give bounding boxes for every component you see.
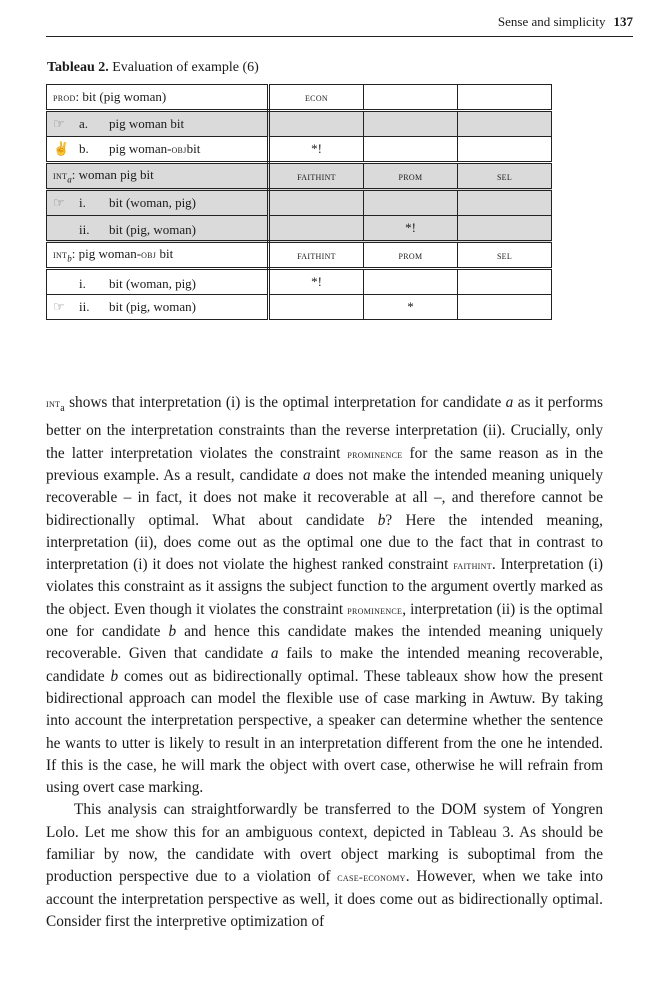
prod-candidate-row: ✌ b. pig woman- obj bit *! (47, 137, 552, 163)
pointing-hand-icon: ☞ (53, 299, 65, 314)
page-number: 137 (613, 14, 633, 29)
prod-candidate-row: ☞ a. pig woman bit (47, 111, 552, 137)
prod-constraint-1: econ (269, 85, 364, 111)
paragraph: This analysis can straightforwardly be transferred to the DOM system of Yongren Lolo. Let me show this for an ambiguous context, depicted in Tableau 3. As should be familiar by now, the candidate with overt object marking is suboptimal from the production perspective due to a violation of case-economy. However, when we take into account the interpretation perspective as well, it does come out as bidirectionally optimal. Consider first the interpretive optimization of (46, 801, 603, 930)
int-b-header-row: int$_b$: pig woman-obj bit faithint prom sel (47, 242, 552, 269)
running-title: Sense and simplicity (497, 14, 606, 29)
tableau-caption (47, 60, 259, 76)
body-text (46, 392, 603, 933)
int-a-header-row: int$_a$: woman pig bit faithint prom sel (47, 163, 552, 190)
prod-input: prod: bit (pig woman) (47, 85, 269, 111)
prod-constraint-3 (458, 85, 552, 111)
int-b-candidate-row: i. bit (woman, pig) *! (47, 269, 552, 295)
victory-hand-icon: ✌ (53, 141, 70, 156)
tableau-caption-text: Evaluation of example (6) (112, 60, 259, 75)
prod-constraint-2 (364, 85, 458, 111)
int-a-input: int$_a$: woman pig bit (47, 163, 269, 190)
pointing-hand-icon: ☞ (53, 116, 65, 131)
int-a-candidate-row: ☞ i. bit (woman, pig) (47, 190, 552, 216)
int-a-candidate-row: ii. bit (pig, woman) *! (47, 216, 552, 242)
pointing-hand-icon: ☞ (53, 195, 65, 210)
int-b-candidate-row: ☞ ii. bit (pig, woman) * (47, 295, 552, 320)
int-b-input: int$_b$: pig woman-obj bit (47, 242, 269, 269)
running-header (46, 8, 633, 37)
tableau-caption-label: Tableau 2. (47, 60, 109, 75)
prod-header-row (47, 85, 552, 111)
paragraph: int$_a$ shows that interpretation (i) is the optimal interpretation for candidate a as it performs better on the interpretation constraints than the reverse interpretation (ii). Crucially, only the latter interpretation violates the constraint prominence for the same reason as in the previous example. As a result, candidate a does not make the intended meaning uniquely recoverable – in fact, it does not make it recoverable at all –, and therefore cannot be bidirectionally optimal. What about candidate b? Here the intended meaning, interpretation (ii), does come out as the optimal one due to the fact that in contrast to interpretation (i) it does not violate the highest ranked constraint faithint. Interpretation (i) violates this constraint as it assigns the subject function to the argument overtly marked as the object. Even though it violates the constraint prominence, interpretation (ii) is the optimal one for candidate b and hence this candidate makes the intended meaning uniquely recoverable. Given that candidate a fails to make the intended meaning recoverable, candidate b comes out as bidirectionally optimal. These tableaux show how the present bidirectional approach can model the flexible use of case marking in Awtuw. By taking into account the interpretation perspective, a speaker can determine whether the sentence he wants to utter is likely to result in an interpretation different from the one he intended. If this is the case, he will mark the object with overt case, otherwise he will refrain from using overt case marking. (46, 394, 604, 797)
tableau-table (46, 84, 552, 320)
